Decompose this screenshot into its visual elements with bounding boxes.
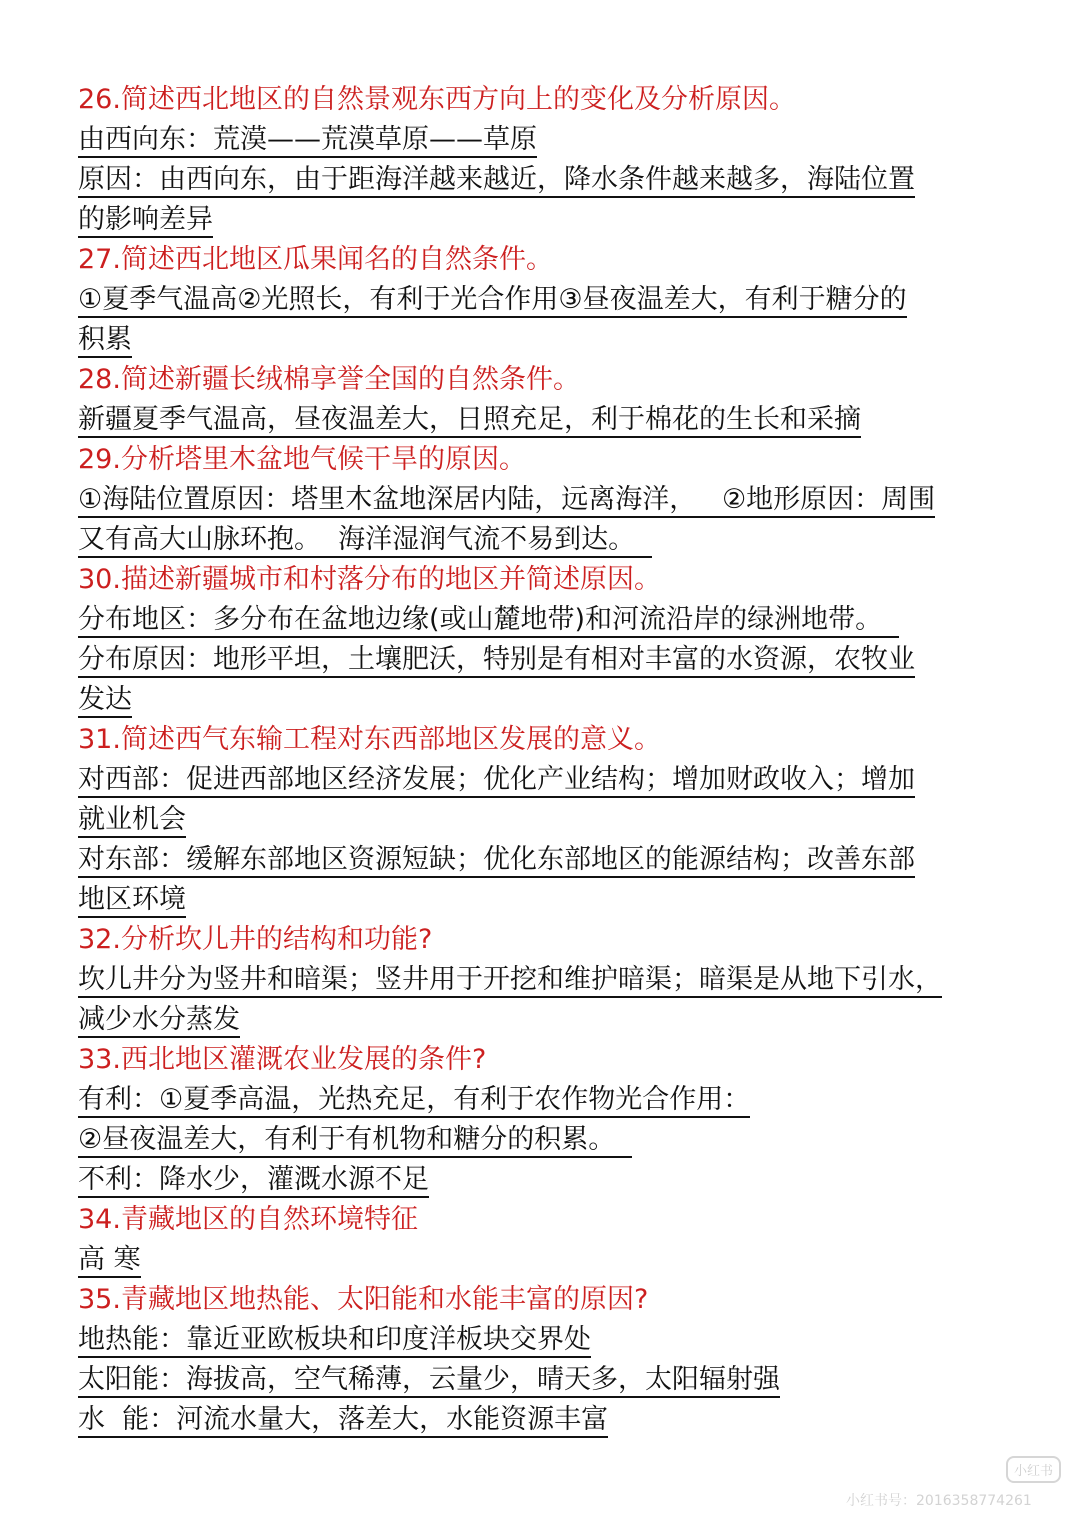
answer-text: 地热能：靠近亚欧板块和印度洋板块交界处: [78, 1324, 591, 1358]
answer-line: [78, 200, 1038, 240]
answer-text: 水 能：河流水量大，落差大，水能资源丰富: [78, 1404, 608, 1438]
answer-text: 发达: [78, 684, 132, 718]
question-heading: 29.分析塔里木盆地气候干旱的原因。: [78, 444, 526, 475]
answer-line: [78, 880, 1038, 920]
answer-text: 积累: [78, 324, 132, 358]
answer-text: 地区环境: [78, 884, 186, 918]
answer-line: [78, 320, 1038, 360]
answer-text: 分布原因：地形平坦，土壤肥沃，特别是有相对丰富的水资源，农牧业: [78, 644, 915, 678]
answer-text: ②昼夜温差大，有利于有机物和糖分的积累。: [78, 1124, 632, 1158]
answer-line: [78, 1320, 1038, 1360]
answer-line: [78, 640, 1038, 680]
watermark-logo: 小红书: [1006, 1456, 1061, 1483]
question-heading: 33.西北地区灌溉农业发展的条件?: [78, 1044, 487, 1075]
answer-line: [78, 840, 1038, 880]
answer-line: [78, 1400, 1038, 1440]
answer-line: [78, 1360, 1038, 1400]
answer-line: [78, 960, 1038, 1000]
question-heading: 31.简述西气东输工程对东西部地区发展的意义。: [78, 724, 661, 755]
question-heading: 28.简述新疆长绒棉享誉全国的自然条件。: [78, 364, 580, 395]
answer-line: [78, 1160, 1038, 1200]
question-heading: 30.描述新疆城市和村落分布的地区并简述原因。: [78, 564, 661, 595]
answer-line: [78, 120, 1038, 160]
answer-line: [78, 400, 1038, 440]
answer-text: 由西向东：荒漠——荒漠草原——草原: [78, 124, 537, 158]
answer-text: 分布地区：多分布在盆地边缘(或山麓地带)和河流沿岸的绿洲地带。: [78, 604, 899, 638]
answer-line: [78, 800, 1038, 840]
answer-text: ①海陆位置原因：塔里木盆地深居内陆，远离海洋， ②地形原因：周围: [78, 484, 935, 518]
answer-text: 太阳能：海拔高，空气稀薄，云量少，晴天多，太阳辐射强: [78, 1364, 780, 1398]
answer-text: 又有高大山脉环抱。 海洋湿润气流不易到达。: [78, 524, 652, 558]
question-heading: 32.分析坎儿井的结构和功能?: [78, 924, 433, 955]
answer-text: ①夏季气温高②光照长，有利于光合作用③昼夜温差大，有利于糖分的: [78, 284, 907, 318]
answer-text: 不利：降水少，灌溉水源不足: [78, 1164, 429, 1198]
answer-text: 对东部：缓解东部地区资源短缺；优化东部地区的能源结构；改善东部: [78, 844, 915, 878]
answer-line: [78, 680, 1038, 720]
answer-text: 原因：由西向东，由于距海洋越来越近，降水条件越来越多，海陆位置: [78, 164, 915, 198]
answer-line: [78, 160, 1038, 200]
question-heading: 34.青藏地区的自然环境特征: [78, 1204, 418, 1235]
answer-text: 的影响差异: [78, 204, 213, 238]
question-heading: 35.青藏地区地热能、太阳能和水能丰富的原因?: [78, 1284, 649, 1315]
answer-line: [78, 520, 1038, 560]
answer-text: 新疆夏季气温高，昼夜温差大，日照充足，利于棉花的生长和采摘: [78, 404, 861, 438]
answer-line: [78, 280, 1038, 320]
answer-text: 坎儿井分为竖井和暗渠；竖井用于开挖和维护暗渠；暗渠是从地下引水，: [78, 964, 942, 998]
question-heading: 27.简述西北地区瓜果闻名的自然条件。: [78, 244, 553, 275]
answer-line: [78, 600, 1038, 640]
answer-line: [78, 1080, 1038, 1120]
answer-line: [78, 760, 1038, 800]
answer-line: [78, 480, 1038, 520]
answer-text: 有利：①夏季高温，光热充足，有利于农作物光合作用：: [78, 1084, 750, 1118]
answer-line: [78, 1000, 1038, 1040]
answer-text: 就业机会: [78, 804, 186, 838]
question-heading: 26.简述西北地区的自然景观东西方向上的变化及分析原因。: [78, 84, 796, 115]
answer-text: 对西部：促进西部地区经济发展；优化产业结构；增加财政收入；增加: [78, 764, 915, 798]
answer-text: 减少水分蒸发: [78, 1004, 240, 1038]
answer-line: [78, 1120, 1038, 1160]
answer-line: [78, 1240, 1038, 1280]
qa-content: [78, 80, 1038, 1440]
answer-text: 高 寒: [78, 1244, 141, 1278]
watermark-id: 小红书号：2016358774261: [846, 1493, 1032, 1509]
